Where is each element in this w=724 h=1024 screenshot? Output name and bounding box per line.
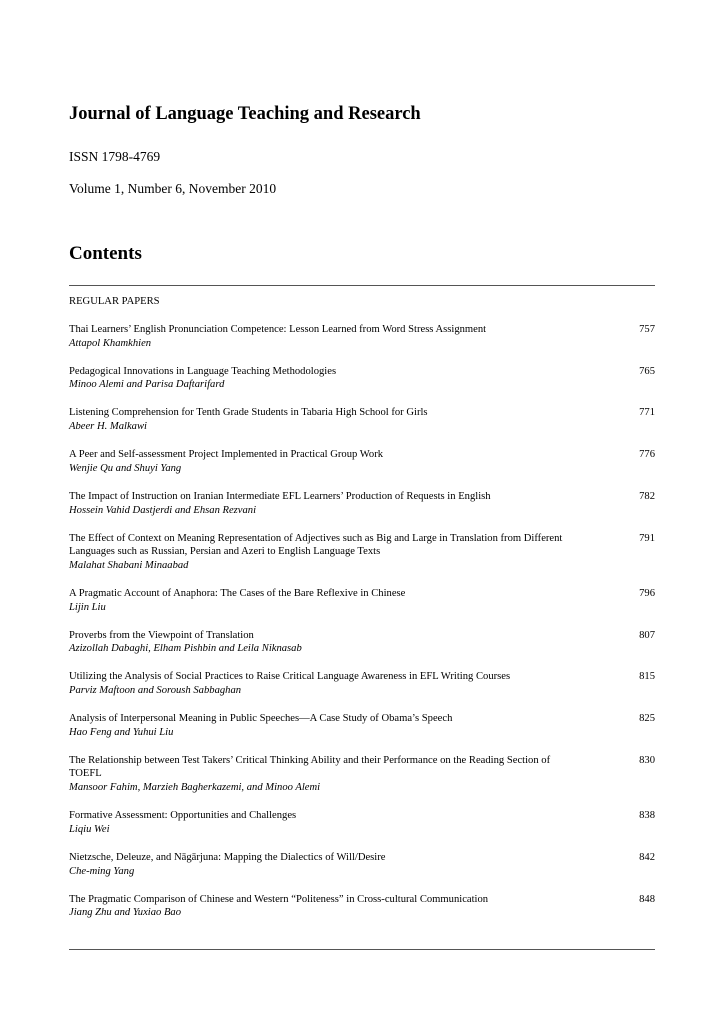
toc-entry[interactable]: [69, 809, 655, 836]
issn: ISSN 1798-4769: [69, 149, 161, 164]
entry-page-number: 771: [639, 407, 655, 419]
toc-entry[interactable]: [69, 629, 655, 656]
entry-title[interactable]: The Relationship between Test Takers’ Critical Thinking Ability and their Performance on the Reading Section of TOEFL: [69, 754, 551, 780]
entry-title[interactable]: Formative Assessment: Opportunities and Challenges: [69, 810, 297, 822]
entry-title[interactable]: Nietzsche, Deleuze, and Nāgārjuna: Mapping the Dialectics of Will/Desire: [69, 851, 386, 863]
toc-entry[interactable]: [69, 893, 655, 920]
entry-page-number: 757: [639, 324, 655, 335]
entry-authors: Liqiu Wei: [69, 823, 110, 835]
entry-page-number: 825: [639, 713, 655, 725]
entry-page-number: 838: [639, 810, 655, 822]
entry-page-number: 791: [639, 532, 655, 544]
volume-info: Volume 1, Number 6, November 2010: [69, 181, 277, 196]
entry-title[interactable]: Utilizing the Analysis of Social Practices to Raise Critical Language Awareness in EFL Writing Courses: [69, 671, 511, 683]
entry-page-number: 848: [639, 893, 655, 905]
entry-authors: Jiang Zhu and Yuxiao Bao: [69, 907, 182, 919]
toc-entry[interactable]: [69, 670, 655, 697]
bottom-divider: [69, 949, 655, 950]
entry-title[interactable]: The Effect of Context on Meaning Representation of Adjectives such as Big and Large in Translation from Different Languages such as Russian, Persian and Azeri to English Language Texts: [69, 532, 563, 558]
contents-heading: Contents: [69, 243, 142, 264]
toc-entry[interactable]: [69, 754, 655, 795]
entry-title[interactable]: A Pragmatic Account of Anaphora: The Cases of the Bare Reflexive in Chinese: [69, 587, 406, 599]
entry-authors: Che-ming Yang: [69, 865, 135, 877]
journal-title: Journal of Language Teaching and Research: [69, 104, 421, 124]
entry-authors: Attapol Khamkhien: [69, 337, 152, 349]
entry-authors: Hao Feng and Yuhui Liu: [69, 726, 174, 738]
entry-authors: Parviz Maftoon and Soroush Sabbaghan: [69, 685, 242, 697]
entry-authors: Wenjie Qu and Shuyi Yang: [69, 462, 182, 474]
entry-page-number: 807: [639, 629, 655, 641]
top-divider: [69, 285, 655, 286]
entry-authors: Azizollah Dabaghi, Elham Pishbin and Leila Niknasab: [69, 643, 302, 655]
entry-page-number: 765: [639, 365, 655, 377]
entry-page-number: 776: [639, 449, 655, 461]
entry-title[interactable]: A Peer and Self-assessment Project Implemented in Practical Group Work: [69, 449, 384, 461]
toc-entry[interactable]: [69, 323, 655, 350]
entry-title[interactable]: Thai Learners’ English Pronunciation Competence: Lesson Learned from Word Stress Assignment: [69, 324, 487, 335]
toc-list: [69, 323, 655, 934]
toc-entry[interactable]: [69, 448, 655, 475]
entry-title[interactable]: Proverbs from the Viewpoint of Translation: [69, 629, 254, 641]
entry-authors: Malahat Shabani Minaabad: [69, 559, 189, 571]
toc-entry[interactable]: [69, 365, 655, 392]
entry-authors: Abeer H. Malkawi: [69, 421, 147, 433]
entry-title[interactable]: Analysis of Interpersonal Meaning in Public Speeches—A Case Study of Obama’s Speech: [69, 713, 453, 725]
toc-entry[interactable]: [69, 851, 655, 878]
entry-authors: Minoo Alemi and Parisa Daftarifard: [69, 379, 225, 391]
entry-page-number: 842: [639, 851, 655, 863]
entry-title[interactable]: Pedagogical Innovations in Language Teaching Methodologies: [69, 365, 337, 377]
toc-entry[interactable]: [69, 712, 655, 739]
entry-title[interactable]: Listening Comprehension for Tenth Grade Students in Tabaria High School for Girls: [69, 407, 428, 419]
entry-authors: Hossein Vahid Dastjerdi and Ehsan Rezvani: [69, 504, 257, 516]
entry-page-number: 796: [639, 587, 655, 599]
entry-authors: Mansoor Fahim, Marzieh Bagherkazemi, and Minoo Alemi: [69, 782, 321, 794]
toc-entry[interactable]: [69, 406, 655, 433]
section-label: REGULAR PAPERS: [69, 296, 160, 307]
toc-entry[interactable]: [69, 587, 655, 614]
entry-page-number: 830: [639, 754, 655, 766]
entry-title[interactable]: The Pragmatic Comparison of Chinese and Western “Politeness” in Cross-cultural Communication: [69, 893, 489, 905]
toc-entry[interactable]: [69, 532, 655, 573]
toc-entry[interactable]: [69, 490, 655, 517]
entry-title[interactable]: The Impact of Instruction on Iranian Intermediate EFL Learners’ Production of Requests in English: [69, 490, 491, 502]
entry-page-number: 815: [639, 671, 655, 683]
entry-authors: Lijin Liu: [69, 601, 106, 613]
entry-page-number: 782: [639, 490, 655, 502]
